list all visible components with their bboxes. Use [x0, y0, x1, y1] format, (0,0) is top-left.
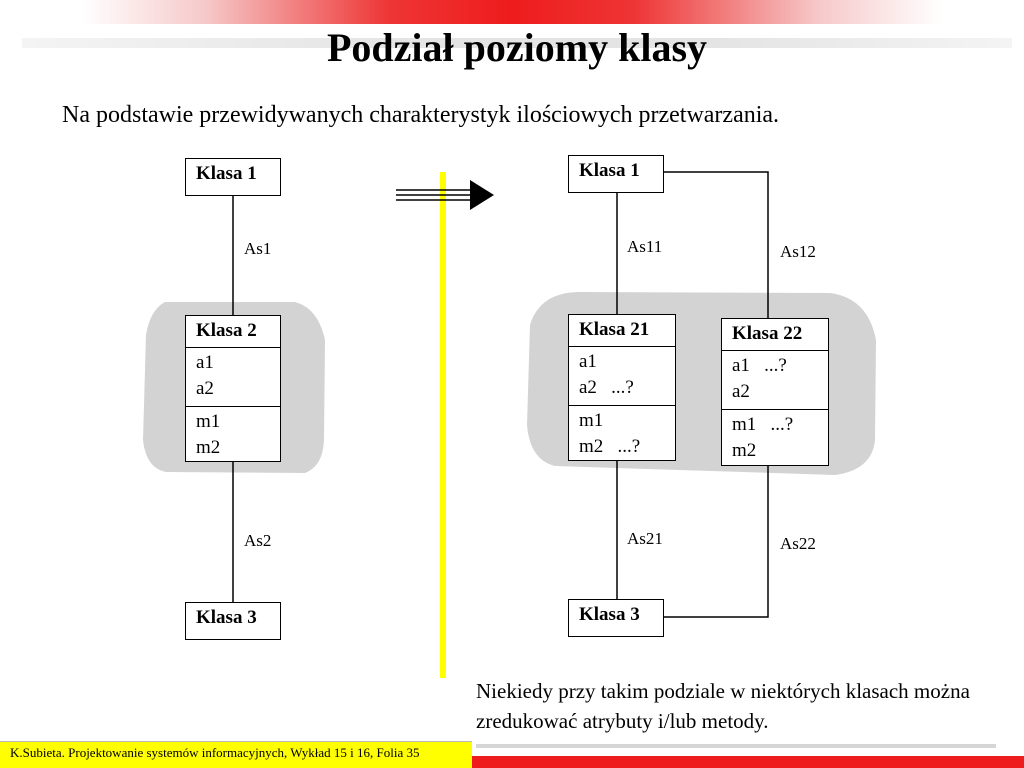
- right-as22-label: As22: [780, 534, 816, 553]
- footer-red-bar: [472, 756, 1024, 768]
- note-text: Niekiedy przy takim podziale w niektórych klasach można zredukować atrybuty i/lub metody.: [476, 679, 970, 733]
- left-klasa2-attributes: a1 a2: [186, 348, 280, 407]
- right-klasa22-name: Klasa 22: [722, 319, 828, 351]
- right-as22-line: [664, 466, 768, 617]
- right-klasa3-box: [568, 599, 664, 637]
- right-klasa22-box: [721, 318, 829, 466]
- right-as21-label: As21: [627, 529, 663, 548]
- right-klasa21-methods: m1 m2 ...?: [579, 410, 641, 457]
- right-klasa22-methods: m1 ...? m2: [732, 414, 794, 461]
- right-klasa22-attributes: a1 ...? a2: [722, 351, 828, 410]
- yellow-divider: [440, 172, 446, 678]
- right-klasa21-box: [568, 314, 676, 461]
- right-klasa21-attributes: a1 a2 ...?: [569, 347, 675, 406]
- right-klasa1-box: [568, 155, 664, 193]
- footer-grey-line: [476, 744, 996, 748]
- footer-citation: K.Subieta. Projektowanie systemów informacyjnych, Wykład 15 i 16, Folia 35: [10, 745, 420, 760]
- right-as11-label: As11: [627, 237, 663, 256]
- left-klasa3-name: Klasa 3: [196, 607, 257, 628]
- left-klasa3-box: [185, 602, 281, 640]
- right-as12-label: As12: [780, 242, 816, 261]
- slide-subtitle: Na podstawie przewidywanych charakterystyk ilościowych przetwarzania.: [62, 102, 780, 128]
- left-klasa1-box: [185, 158, 281, 196]
- left-klasa2-box: [185, 315, 281, 462]
- left-klasa1-name: Klasa 1: [196, 163, 257, 184]
- slide-title: Podział poziomy klasy: [326, 25, 708, 70]
- left-as1-label: As1: [244, 239, 272, 258]
- left-klasa2-methods: m1 m2: [196, 411, 221, 458]
- right-klasa1-name: Klasa 1: [579, 160, 640, 181]
- left-klasa2-name: Klasa 2: [186, 316, 280, 348]
- right-klasa21-name: Klasa 21: [569, 315, 675, 347]
- left-as2-label: As2: [244, 531, 272, 550]
- right-klasa3-name: Klasa 3: [579, 604, 640, 625]
